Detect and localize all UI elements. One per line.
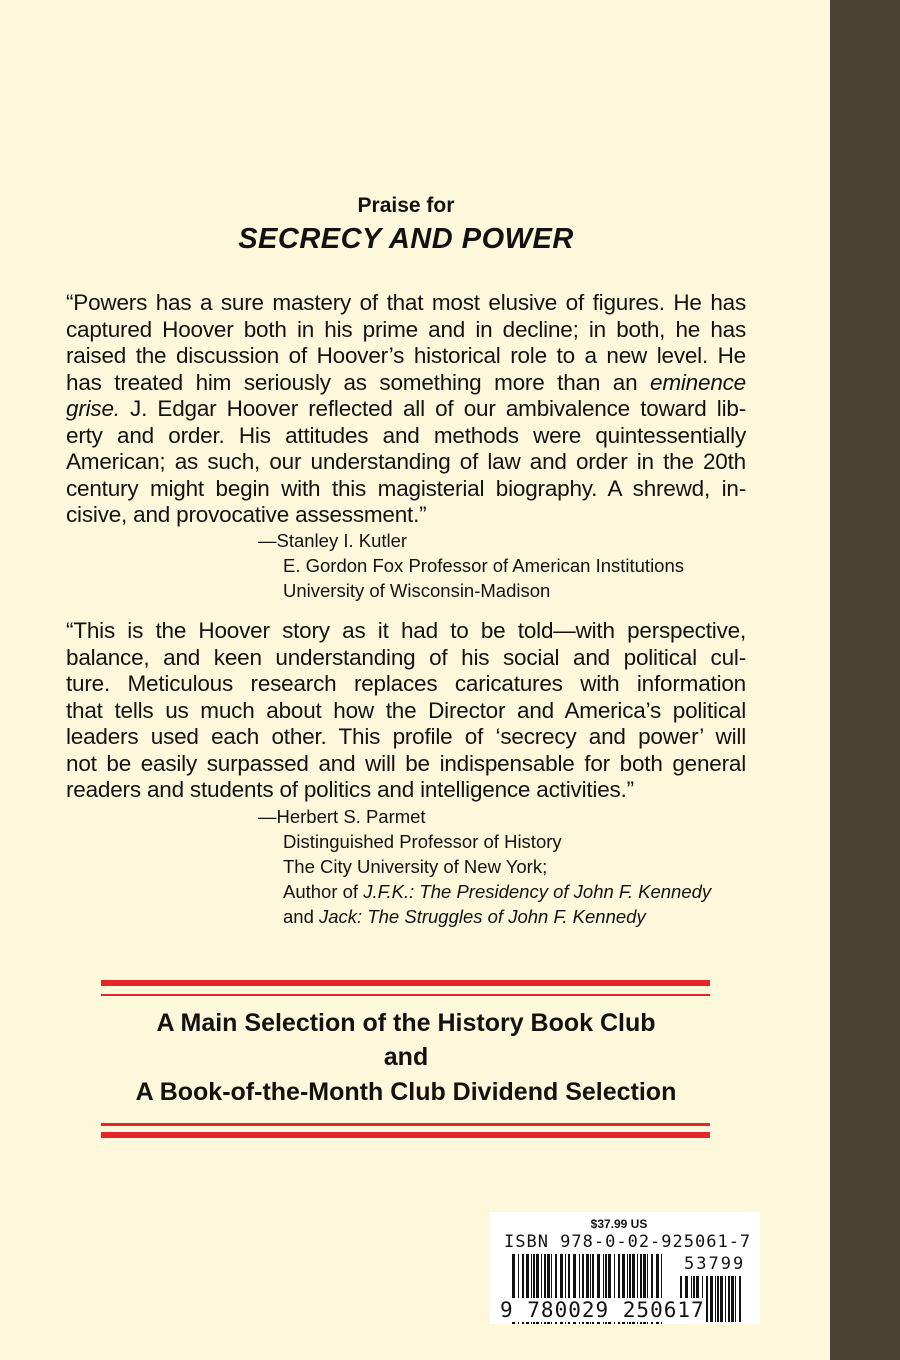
barcode-bar — [728, 1276, 730, 1322]
red-rule-thick — [101, 1132, 710, 1138]
text-line — [66, 396, 746, 423]
italic-text: J.F.K.: The Presidency of John F. Kennedy — [363, 881, 712, 902]
text-line — [258, 854, 711, 879]
red-rule-thick — [101, 980, 710, 986]
text-line — [66, 777, 746, 804]
price: $37.99 US — [590, 1217, 648, 1231]
attribution-line: E. Gordon Fox Professor of American Institutions — [283, 555, 685, 576]
barcode-bar — [720, 1276, 723, 1322]
text: captured Hoover both in his prime and in decline; in both, he has — [66, 316, 746, 342]
barcode-bar — [715, 1276, 716, 1322]
text-line — [66, 618, 746, 645]
attribution-parmet — [258, 804, 711, 929]
club-line-1: A Main Selection of the History Book Club — [156, 1009, 656, 1037]
text: erty and order. His attitudes and methods were quintessentially — [66, 422, 746, 448]
text: Author of — [283, 881, 364, 902]
club-line-2: and — [383, 1043, 429, 1071]
text-line — [258, 804, 711, 829]
barcode-bar — [725, 1276, 726, 1322]
barcode-label — [490, 1212, 760, 1324]
barcode-bar — [731, 1276, 734, 1322]
attribution-line: —Stanley I. Kutler — [258, 530, 408, 551]
price-code: 53799 — [684, 1254, 746, 1274]
book-title: SECRECY AND POWER — [238, 223, 574, 255]
text: has treated him seriously as something more than an — [66, 369, 651, 395]
text-line — [66, 449, 746, 476]
text-line — [66, 317, 746, 344]
quote-kutler — [66, 290, 746, 529]
text: balance, and keen understanding of his social and political cul- — [66, 644, 746, 670]
text-line — [66, 370, 746, 397]
text: ture. Meticulous research replaces caricatures with information — [66, 671, 746, 696]
text: raised the discussion of Hoover’s historical role to a new level. He — [66, 343, 746, 368]
text: “Powers has a sure mastery of that most elusive of figures. He has — [66, 290, 746, 315]
barcode-bar — [706, 1276, 708, 1322]
text: and — [283, 906, 320, 927]
text: not be easily surpassed and will be indispensable for both general — [66, 750, 746, 776]
text-line — [66, 502, 746, 529]
text-line — [258, 879, 711, 904]
text-line — [66, 476, 746, 503]
text-line — [66, 290, 746, 317]
text: readers and students of politics and intelligence activities.” — [66, 777, 634, 802]
isbn: ISBN 978-0-02-925061-7 — [504, 1232, 752, 1252]
text: century might begin with this magisterial biography. A shrewd, in- — [66, 475, 746, 501]
italic-text: eminence — [650, 369, 746, 395]
text-line — [258, 829, 711, 854]
text: that tells us much about how the Director and America’s political — [66, 697, 746, 723]
text: J. Edgar Hoover reflected all of our ambivalence toward lib- — [119, 396, 746, 421]
text-line — [66, 724, 746, 751]
barcode-bar — [717, 1276, 719, 1322]
text-line — [66, 343, 746, 370]
text: The City University of New York; — [283, 856, 548, 877]
praise-heading: Praise for — [357, 194, 455, 217]
text: “This is the Hoover story as it had to be told—with perspective, — [66, 618, 746, 643]
text-line — [258, 904, 711, 929]
text: American; as such, our understanding of law and order in the 20th — [66, 449, 746, 474]
attribution-kutler — [258, 528, 684, 603]
spine-edge — [830, 0, 900, 1360]
attribution-line: University of Wisconsin-Madison — [283, 580, 551, 601]
barcode-bar — [739, 1276, 741, 1322]
text-line — [66, 698, 746, 725]
text: leaders used each other. This profile of ‘secrecy and power’ will — [66, 724, 746, 749]
ean-number: 9 780029 250617 — [500, 1298, 705, 1322]
text-line — [66, 423, 746, 450]
text-line — [66, 751, 746, 778]
text: Distinguished Professor of History — [283, 831, 562, 852]
text-line — [66, 645, 746, 672]
italic-text: Jack: The Struggles of John F. Kennedy — [319, 906, 646, 927]
red-rule-thin — [101, 994, 710, 996]
italic-text: grise. — [66, 396, 120, 421]
text-line — [66, 671, 746, 698]
text: cisive, and provocative assessment.” — [66, 502, 427, 527]
club-line-3: A Book-of-the-Month Club Dividend Selection — [135, 1078, 677, 1106]
barcode-bar — [735, 1276, 736, 1322]
quote-parmet — [66, 618, 746, 804]
text: —Herbert S. Parmet — [258, 806, 426, 827]
red-rule-thin — [101, 1123, 710, 1126]
barcode-bar — [710, 1276, 713, 1322]
